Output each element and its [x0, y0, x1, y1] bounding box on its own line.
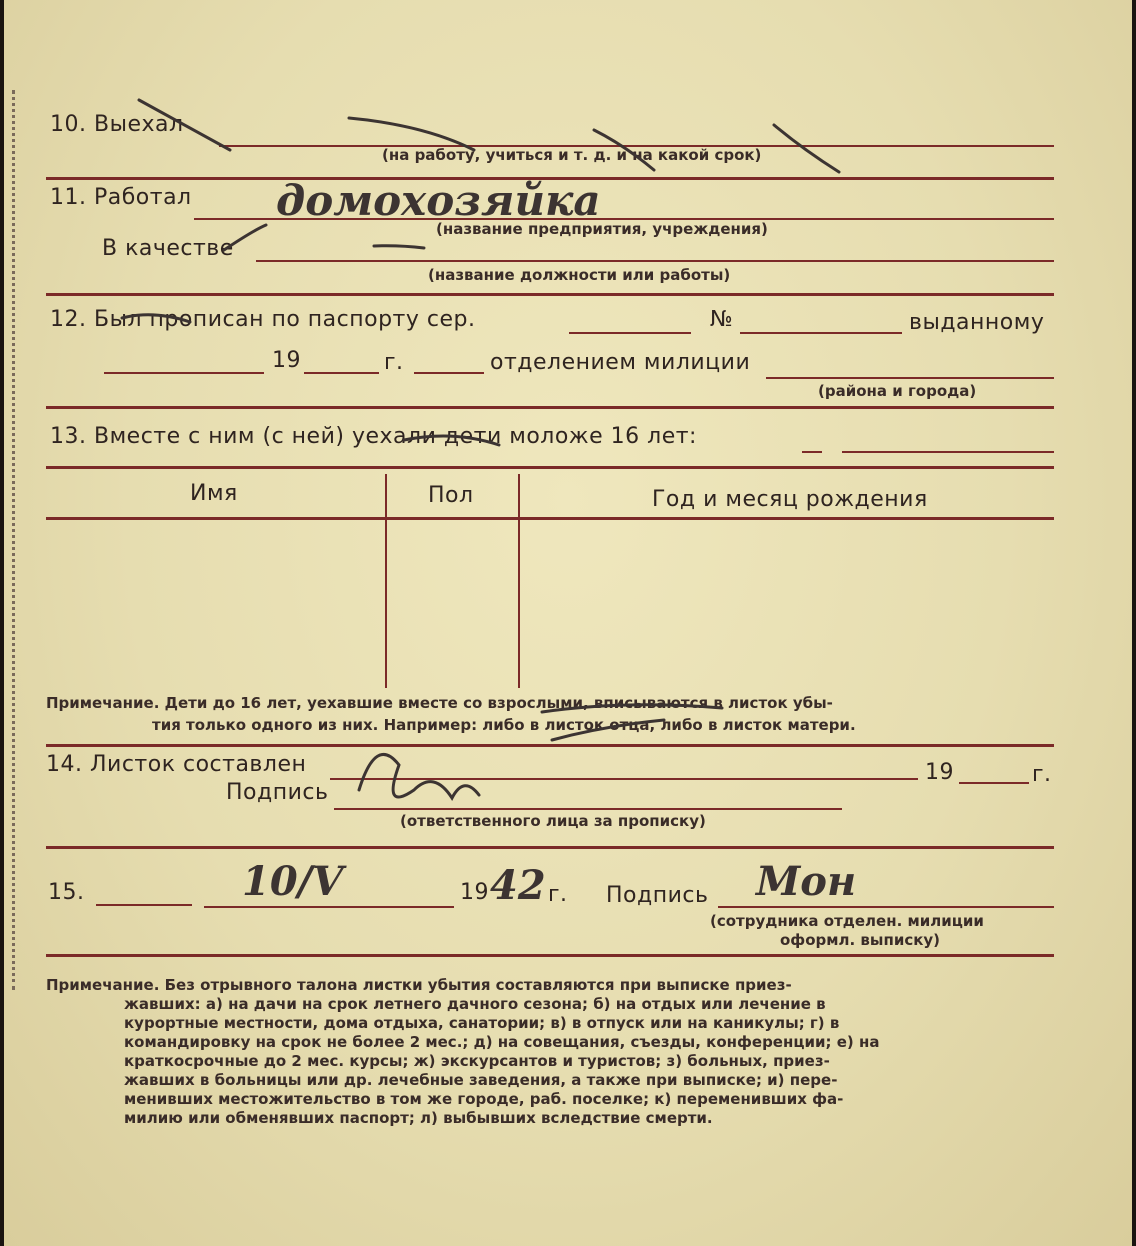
field-14-year-label: 19	[925, 760, 954, 785]
note-2-line-8: милию или обменявших паспорт; л) выбывших вследствие смерти.	[124, 1109, 713, 1127]
field-12-year-label: 19	[272, 348, 301, 373]
note-1-line-1: Примечание. Дети до 16 лет, уехавшие вместе со взрослыми, вписываются в листок убы-	[46, 694, 833, 712]
note-2-line-6: жавших в больницы или др. лечебные заведения, а также при выписке; и) пере-	[124, 1071, 838, 1089]
field-15-sign-label: Подпись	[606, 883, 709, 908]
strike-na-rabotu	[349, 118, 474, 150]
strike-note-vzroslymi	[542, 705, 722, 712]
strike-itd	[594, 130, 654, 170]
strike-note-libo	[552, 720, 664, 740]
handwritten-ink	[4, 0, 1132, 1246]
field-10-label: 10. Выехал	[50, 112, 184, 137]
field-14-sign-label: Подпись	[226, 780, 329, 805]
note-2-line-1: Примечание. Без отрывного талона листки убытия составляются при выписке приез-	[46, 976, 792, 994]
form-sheet	[4, 0, 1132, 1246]
field-12-g-label: г.	[384, 350, 404, 375]
field-12-police-label: отделением милиции	[490, 350, 751, 375]
field-15-caption-1: (сотрудника отделен. милиции	[710, 912, 984, 930]
field-15-sign-handwritten: Мон	[756, 858, 857, 905]
field-10-caption: (на работу, учиться и т. д. и на какой срок)	[382, 146, 762, 164]
signature-field-14	[359, 754, 479, 798]
field-15-year-prefix: 19	[460, 880, 489, 905]
field-15-date-handwritten: 10/V	[242, 858, 344, 905]
field-15-g-label: г.	[548, 882, 568, 907]
table-col-birth: Год и месяц рождения	[652, 487, 928, 512]
strike-uekhali	[404, 436, 499, 445]
strike-srok	[774, 125, 839, 172]
field-12-no-label: №	[710, 307, 734, 332]
field-11-label: 11. Работал	[50, 185, 192, 210]
stroke-v-kachestve	[224, 225, 266, 250]
note-2-line-7: менивших местожительство в том же городе, раб. поселке; к) переменивших фа-	[124, 1090, 844, 1108]
field-14-label: 14. Листок составлен	[46, 752, 307, 777]
note-2-line-3: курортные местности, дома отдыха, санатории; в) в отпуск или на каникулы; г) в	[124, 1014, 840, 1032]
stroke-dash	[374, 246, 424, 248]
field-12-caption: (района и города)	[818, 382, 977, 400]
note-2-line-5: краткосрочные до 2 мес. курсы; ж) экскурсантов и туристов; з) больных, приез-	[124, 1052, 830, 1070]
field-15-caption-2: оформл. выписку)	[780, 931, 941, 949]
field-13-label: 13. Вместе с ним (с ней) уехали дети моложе 16 лет:	[50, 424, 697, 449]
field-11-role-label: В качестве	[102, 236, 234, 261]
field-12-label: 12. Был прописан по паспорту сер.	[50, 307, 476, 332]
strike-vyekhal	[139, 100, 230, 150]
field-11-caption: (название предприятия, учреждения)	[436, 220, 768, 238]
table-col-sex: Пол	[428, 483, 474, 508]
field-14-caption: (ответственного лица за прописку)	[400, 812, 706, 830]
field-11-role-caption: (название должности или работы)	[428, 266, 731, 284]
field-15-year-handwritten: 42	[490, 862, 546, 909]
note-1-line-2: тия только одного из них. Например: либо в листок отца, либо в листок матери.	[152, 716, 856, 734]
field-12-issued-label: выданному	[909, 310, 1045, 335]
table-col-name: Имя	[190, 481, 238, 506]
note-2-line-4: командировку на срок не более 2 мес.; д) на совещания, съезды, конференции; е) на	[124, 1033, 880, 1051]
field-15-label: 15.	[48, 880, 85, 905]
field-11-handwritten: домохозяйка	[276, 176, 601, 225]
note-2-line-2: жавших: а) на дачи на срок летнего дачного сезона; б) на отдых или лечение в	[124, 995, 826, 1013]
field-14-g-label: г.	[1032, 762, 1052, 787]
strike-byl	[122, 315, 190, 322]
